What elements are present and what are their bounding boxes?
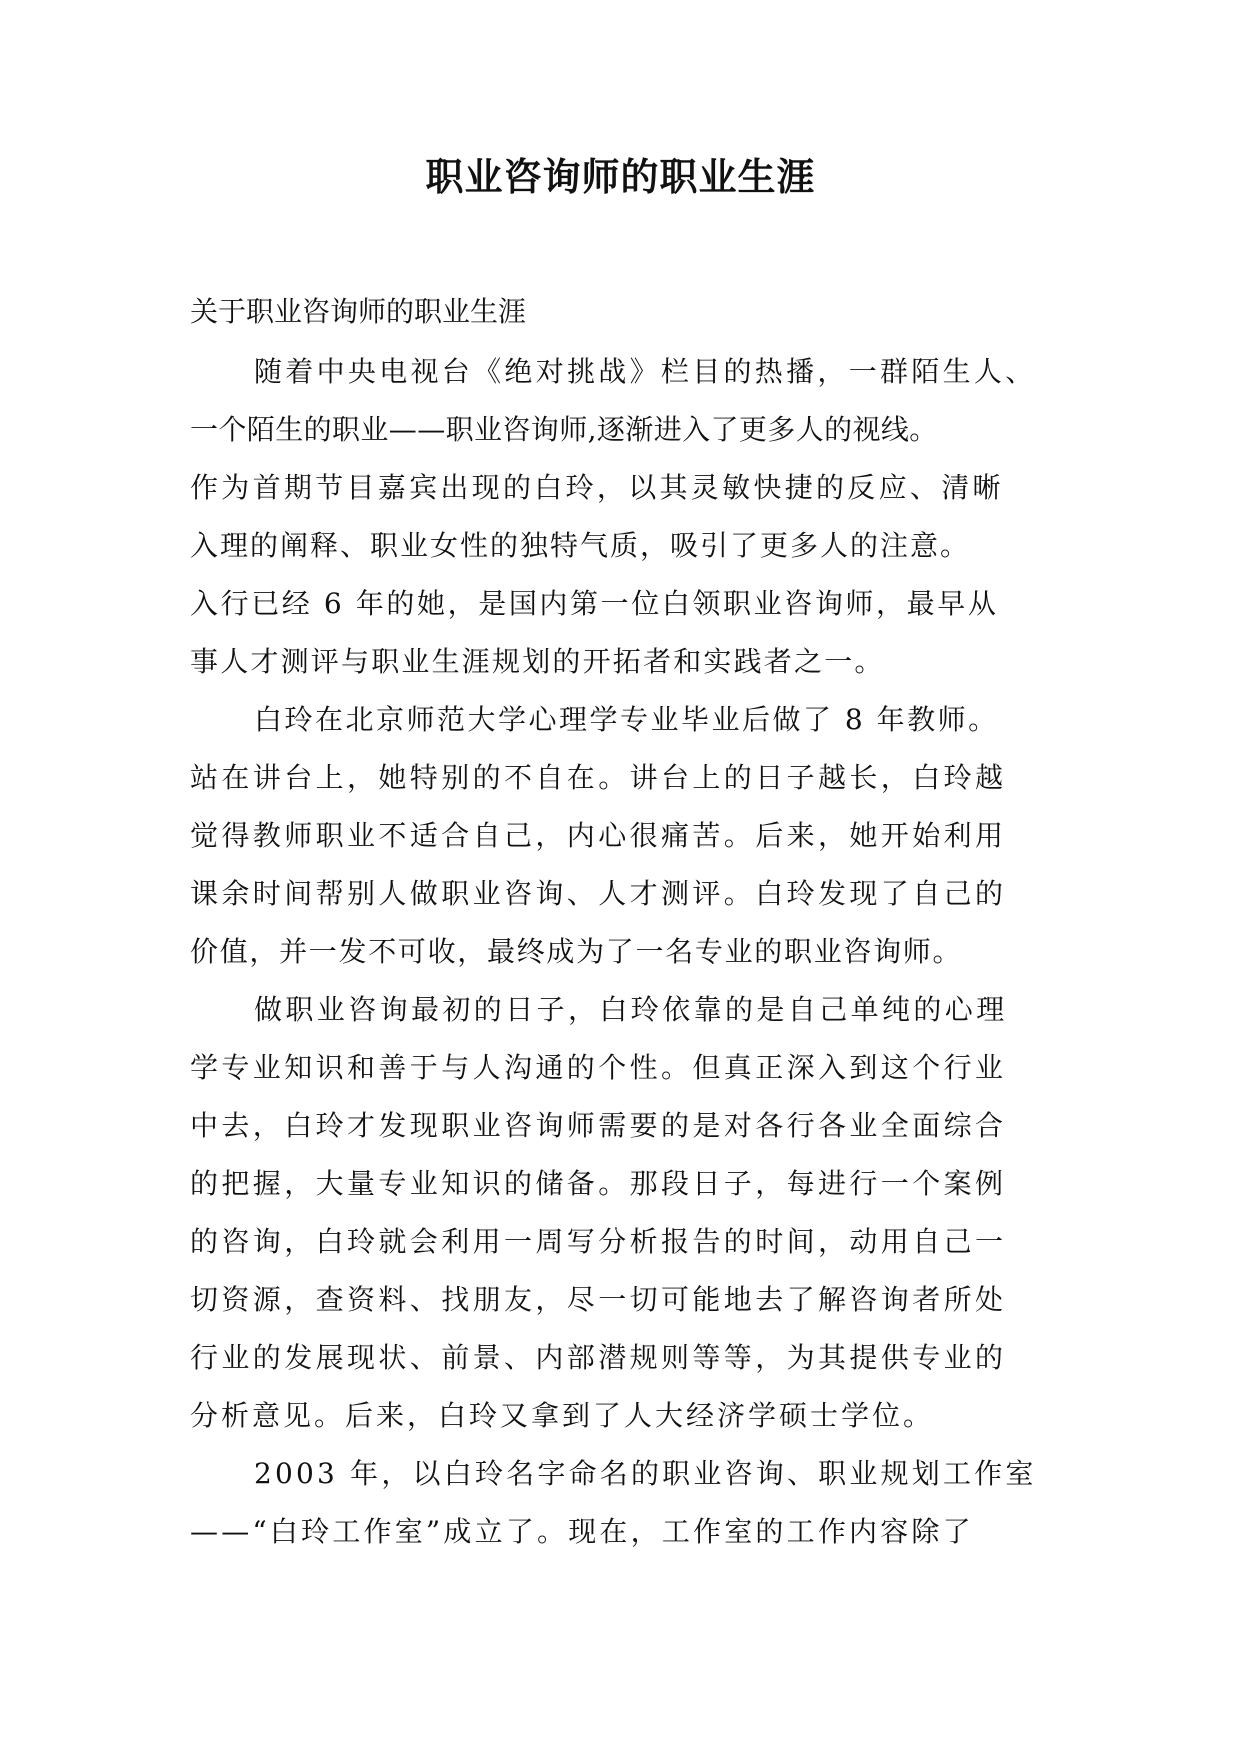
body-line: 站在讲台上，她特别的不自在。讲台上的日子越长，白玲越 xyxy=(190,761,1007,794)
body-line: 切资源，查资料、找朋友，尽一切可能地去了解咨询者所处 xyxy=(190,1283,1007,1316)
body-line: 的把握，大量专业知识的储备。那段日子，每进行一个案例 xyxy=(190,1167,1007,1200)
document-title: 职业咨询师的职业生涯 xyxy=(425,155,816,199)
body-line: 觉得教师职业不适合自己，内心很痛苦。后来，她开始利用 xyxy=(190,819,1007,852)
body-line: 2003 年，以白玲名字命名的职业咨询、职业规划工作室 xyxy=(254,1457,1037,1490)
body-line: 的咨询，白玲就会利用一周写分析报告的时间，动用自己一 xyxy=(190,1225,1007,1258)
document-subtitle: 关于职业咨询师的职业生涯 xyxy=(190,295,527,328)
body-line: 入行已经 6 年的她，是国内第一位白领职业咨询师，最早从 xyxy=(190,587,999,620)
body-line: 一个陌生的职业——职业咨询师,逐渐进入了更多人的视线。 xyxy=(190,413,938,446)
body-line: 分析意见。后来，白玲又拿到了人大经济学硕士学位。 xyxy=(190,1399,935,1432)
body-line: 入理的阐释、职业女性的独特气质，吸引了更多人的注意。 xyxy=(190,529,971,562)
body-line: ——“白玲工作室”成立了。现在，工作室的工作内容除了 xyxy=(190,1515,974,1548)
body-line: 作为首期节目嘉宾出现的白玲，以其灵敏快捷的反应、清晰 xyxy=(190,471,1004,504)
body-line: 课余时间帮别人做职业咨询、人才测评。白玲发现了自己的 xyxy=(190,877,1007,910)
body-line: 中去，白玲才发现职业咨询师需要的是对各行各业全面综合 xyxy=(190,1109,1007,1142)
body-line: 做职业咨询最初的日子，白玲依靠的是自己单纯的心理 xyxy=(254,993,1008,1026)
body-line: 学专业知识和善于与人沟通的个性。但真正深入到这个行业 xyxy=(190,1051,1007,1084)
body-line: 白玲在北京师范大学心理学专业毕业后做了 8 年教师。 xyxy=(254,703,999,736)
body-line: 随着中央电视台《绝对挑战》栏目的热播，一群陌生人、 xyxy=(254,355,1037,388)
body-line: 事人才测评与职业生涯规划的开拓者和实践者之一。 xyxy=(190,645,885,678)
body-line: 行业的发展现状、前景、内部潜规则等等，为其提供专业的 xyxy=(190,1341,1007,1374)
body-line: 价值，并一发不可收，最终成为了一名专业的职业咨询师。 xyxy=(190,935,963,968)
